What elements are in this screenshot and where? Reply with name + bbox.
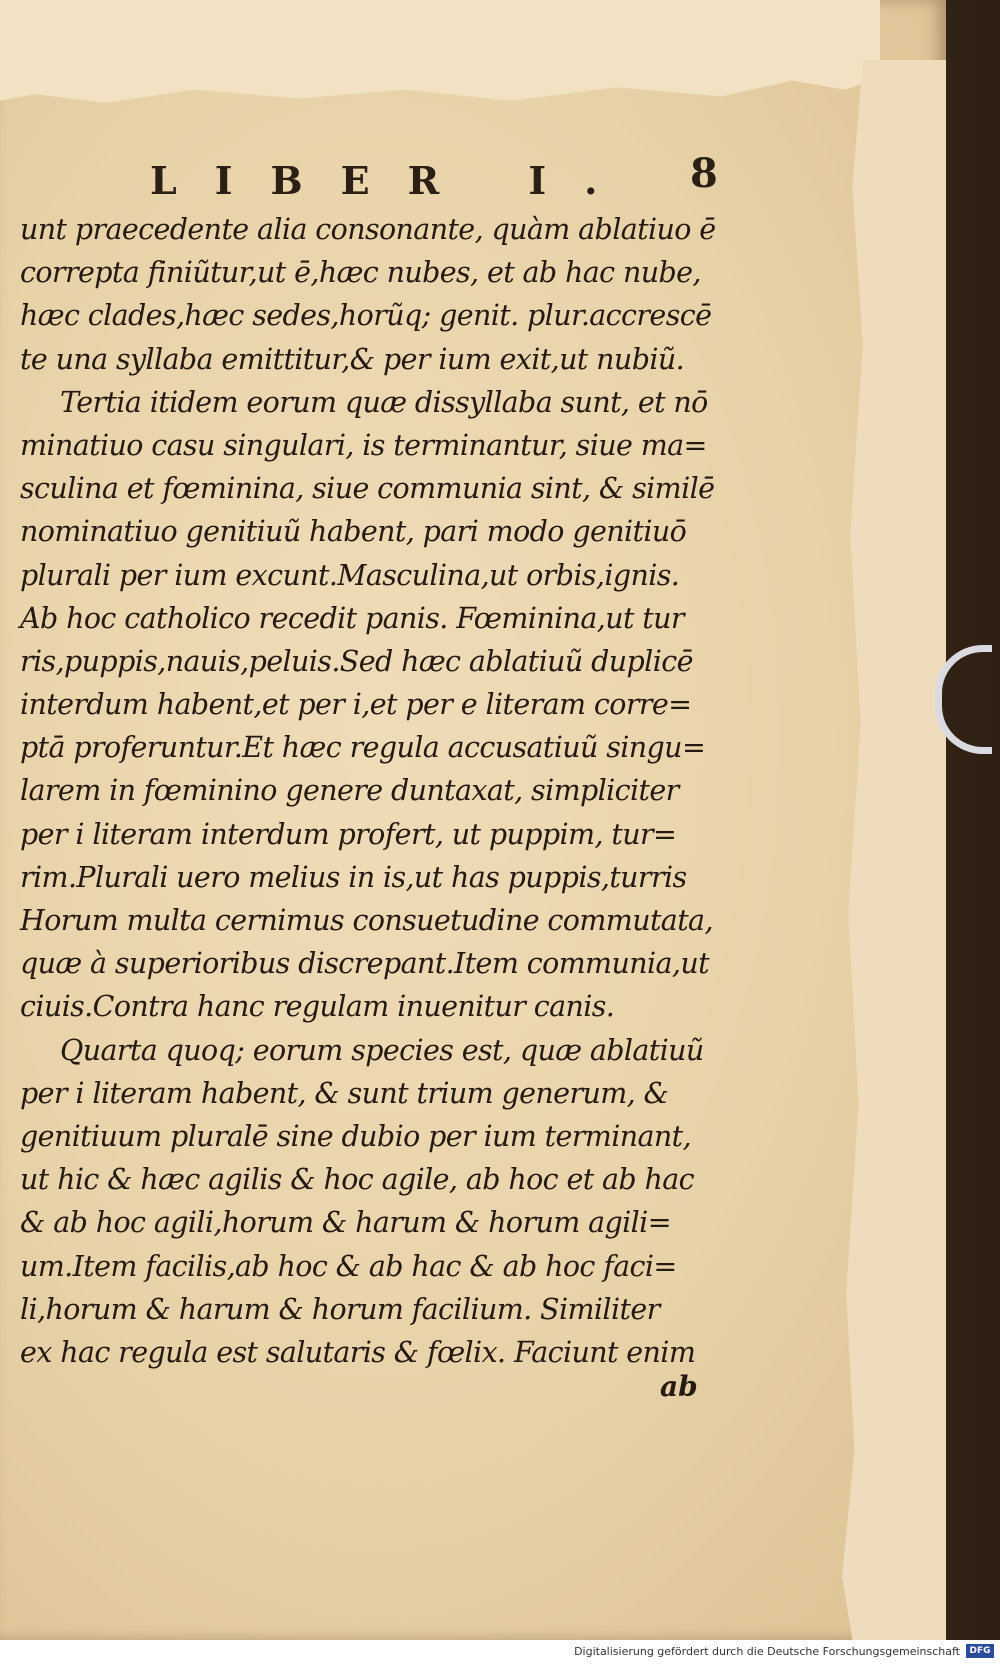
text-line: sculina et fœminina, siue communia sint, & similē <box>20 472 715 506</box>
text-line: larem in fœminino genere duntaxat, simpliciter <box>20 774 679 808</box>
text-line: um.Item facilis,ab hoc & ab hac & ab hoc faci= <box>20 1249 677 1283</box>
text-line: li,horum & harum & horum facilium. Similiter <box>20 1292 660 1326</box>
text-line: & ab hoc agili,horum & harum & horum agili= <box>20 1206 671 1240</box>
text-line: plurali per ium excunt.Masculina,ut orbis,ignis. <box>20 558 680 592</box>
text-line: Horum multa cernimus consuetudine commutata, <box>20 904 713 937</box>
text-line: per i literam habent, & sunt trium generum, & <box>20 1076 669 1110</box>
funding-credit: Digitalisierung gefördert durch die Deutsche Forschungsgemeinschaft <box>574 1645 960 1658</box>
running-head: LIBER I. <box>150 157 636 203</box>
paper-repair-top <box>0 0 880 112</box>
text-line: rim.Plurali uero melius in is,ut has puppis,turris <box>20 860 687 894</box>
text-line: quæ à superioribus discrepant.Item communia,ut <box>20 947 709 981</box>
footer-bar <box>0 1640 1000 1665</box>
text-line: Tertia itidem eorum quæ dissyllaba sunt, et nō <box>60 385 708 419</box>
text-line: hæc clades,hæc sedes,horũq; genit. plur.accrescē <box>20 299 712 333</box>
text-line: interdum habent,et per i,et per e literam corre= <box>20 688 692 722</box>
text-line: ciuis.Contra hanc regulam inuenitur canis. <box>20 990 615 1024</box>
folio-number: 8 <box>690 150 718 197</box>
text-line: te una syllaba emittitur,& per ium exit,ut nubiũ. <box>20 342 685 376</box>
text-line: correpta finiũtur,ut ē,hæc nubes, et ab hac nube, <box>20 256 701 290</box>
page-header <box>150 150 710 210</box>
text-line: per i literam interdum profert, ut puppim, tur= <box>20 817 677 851</box>
text-line: genitiuum pluralē sine dubio per ium terminant, <box>20 1119 691 1153</box>
paper-repair-right <box>842 60 946 1640</box>
text-block <box>20 208 716 1374</box>
text-line: ut hic & hæc agilis & hoc agile, ab hoc et ab hac <box>20 1163 695 1197</box>
text-line: Quarta quoq; eorum species est, quæ ablatiuũ <box>60 1033 704 1067</box>
text-line: Ab hoc catholico recedit panis. Fœminina,ut tur <box>20 601 684 635</box>
text-line: ex hac regula est salutaris & fœlix. Faciunt enim <box>20 1335 696 1369</box>
text-line: minatiuo casu singulari, is terminantur, siue ma= <box>20 428 707 462</box>
dfg-logo-icon: DFG <box>966 1644 994 1658</box>
text-line: ptā proferuntur.Et hæc regula accusatiuũ singu= <box>20 731 706 765</box>
text-line: unt praecedente alia consonante, quàm ablatiuo ē <box>20 213 716 246</box>
text-line: ris,puppis,nauis,peluis.Sed hæc ablatiuũ duplicē <box>20 644 693 678</box>
text-line: nominatiuo genitiuũ habent, pari modo genitiuō <box>20 515 687 549</box>
catchword: ab <box>660 1370 698 1403</box>
